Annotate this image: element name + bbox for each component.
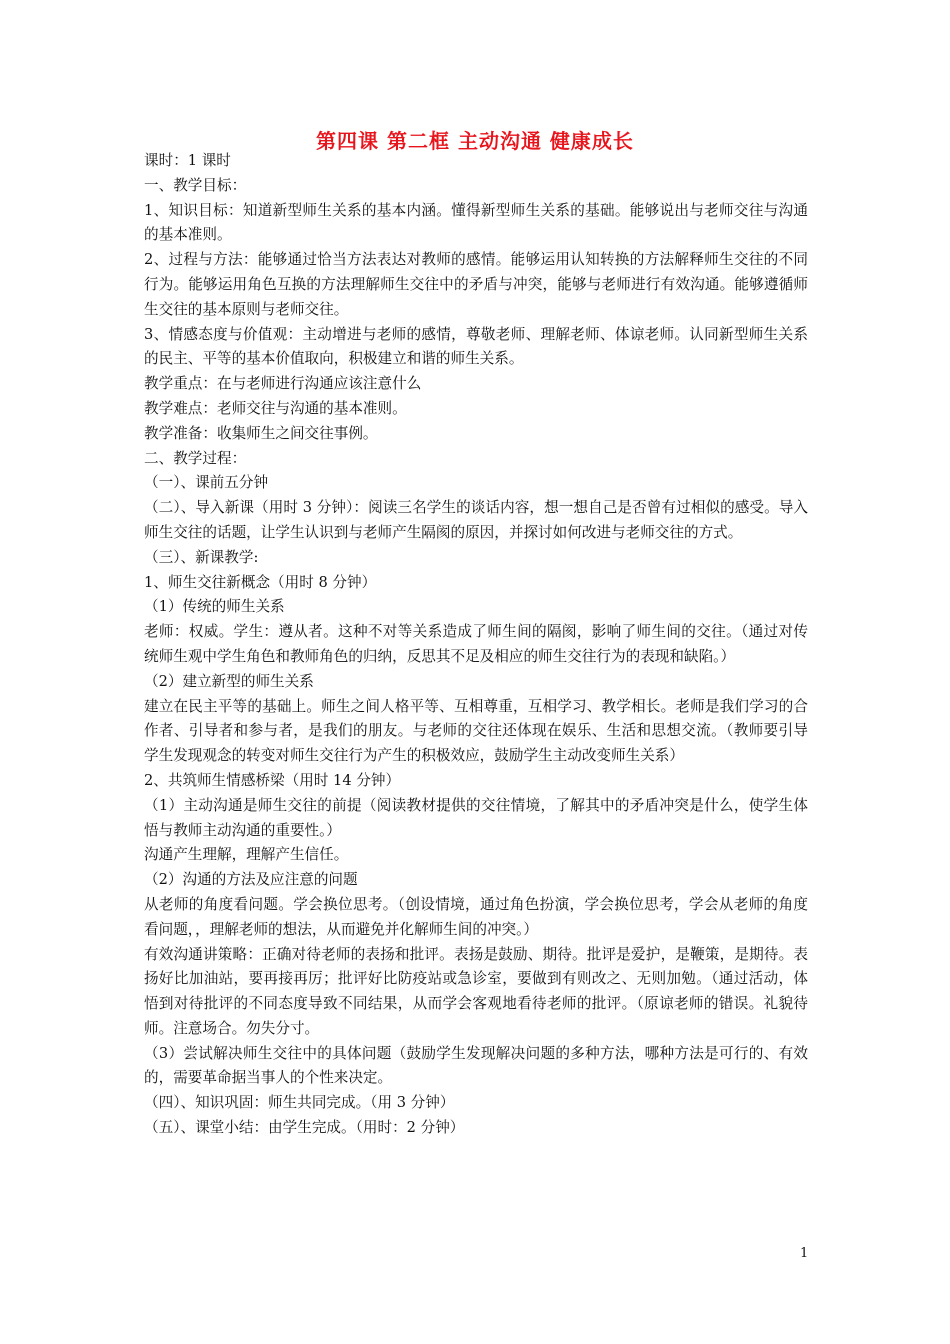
paragraph: 沟通产生理解，理解产生信任。 <box>144 846 349 864</box>
paragraph: （三）、新课教学: <box>144 548 259 566</box>
paragraph: 老师：权威。学生：遵从者。这种不对等关系造成了师生间的隔阂，影响了师生间的交往。（通过对传统师生观中学生角色和教师角色的归纳，反思其不足及相应的师生交往行为的表现和缺陷。） <box>144 623 808 665</box>
paragraph: 一、教学目标： <box>144 176 247 194</box>
paragraph: 1、知识目标：知道新型师生关系的基本内涵。懂得新型师生关系的基础。能够说出与老师交往与沟通的基本准则。 <box>144 201 808 244</box>
paragraph: 教学准备：收集师生之间交往事例。 <box>144 424 378 442</box>
paragraph: （四）、知识巩固：师生共同完成。（用 3 分钟） <box>144 1094 455 1112</box>
paragraph: 课时：1 课时 <box>144 152 231 169</box>
paragraph: 有效沟通讲策略：正确对待老师的表扬和批评。表扬是鼓励、期待。批评是爱护，是鞭策，是期待。表扬好比加油站，要再接再厉；批评好比防疫站或急诊室，要做到有则改之、无则加勉。（通过活动，体悟到对待批评的不同态度导致不同结果，从而学会客观地看待老师的批评。（原谅老师的错误。礼貌待师。注意场合。勿失分寸。 <box>144 945 808 1037</box>
paragraph: 3、情感态度与价值观：主动增进与老师的感情，尊敬老师、理解老师、体谅老师。认同新型师生关系的民主、平等的基本价值取向，积极建立和谐的师生关系。 <box>144 325 808 368</box>
paragraph: 教学难点：老师交往与沟通的基本准则。 <box>144 399 407 417</box>
paragraph: （2）沟通的方法及应注意的问题 <box>144 871 358 889</box>
paragraph: （1）传统的师生关系 <box>144 598 285 616</box>
page-title: 第四课 第二框 主动沟通 健康成长 <box>316 129 634 153</box>
paragraph: 教学重点：在与老师进行沟通应该注意什么 <box>144 375 422 393</box>
page-number: 1 <box>800 1246 809 1261</box>
paragraph: （二）、导入新课（用时 3 分钟）：阅读三名学生的谈话内容，想一想自己是否曾有过相似的感受。导入师生交往的话题，让学生认识到与老师产生隔阂的原因，并探讨如何改进与老师交往的方式。 <box>144 499 808 541</box>
paragraph: （1）主动沟通是师生交往的前提（阅读教材提供的交往情境，了解其中的矛盾冲突是什么，使学生体悟与教师主动沟通的重要性。） <box>144 796 808 839</box>
document-body <box>144 149 808 1141</box>
paragraph: （五）、课堂小结：由学生完成。（用时：2 分钟） <box>144 1119 465 1137</box>
paragraph: 2、共筑师生情感桥梁（用时 14 分钟） <box>144 771 401 789</box>
paragraph: 2、过程与方法：能够通过恰当方法表达对教师的感情。能够运用认知转换的方法解释师生交往的不同行为。能够运用角色互换的方法理解师生交往中的矛盾与冲突，能够与老师进行有效沟通。能够遵循师生交往的基本原则与老师交往。 <box>144 251 808 318</box>
paragraph: 二、教学过程： <box>144 449 247 467</box>
paragraph: （3）尝试解决师生交往中的具体问题（鼓励学生发现解决问题的多种方法，哪种方法是可行的、有效的，需要革命据当事人的个性来决定。 <box>144 1044 808 1087</box>
paragraph: 从老师的角度看问题。学会换位思考。（创设情境，通过角色扮演，学会换位思考，学会从老师的角度看问题，，理解老师的想法，从而避免并化解师生间的冲突。） <box>144 895 808 938</box>
paragraph: 建立在民主平等的基础上。师生之间人格平等、互相尊重，互相学习、教学相长。老师是我们学习的合作者、引导者和参与者，是我们的朋友。与老师的交往还体现在娱乐、生活和思想交流。（教师要引导学生发现观念的转变对师生交往行为产生的积极效应，鼓励学生主动改变师生关系） <box>144 697 808 765</box>
paragraph: （一）、课前五分钟 <box>144 474 269 492</box>
paragraph: 1、师生交往新概念（用时 8 分钟） <box>144 573 377 591</box>
paragraph: （2）建立新型的师生关系 <box>144 672 314 690</box>
